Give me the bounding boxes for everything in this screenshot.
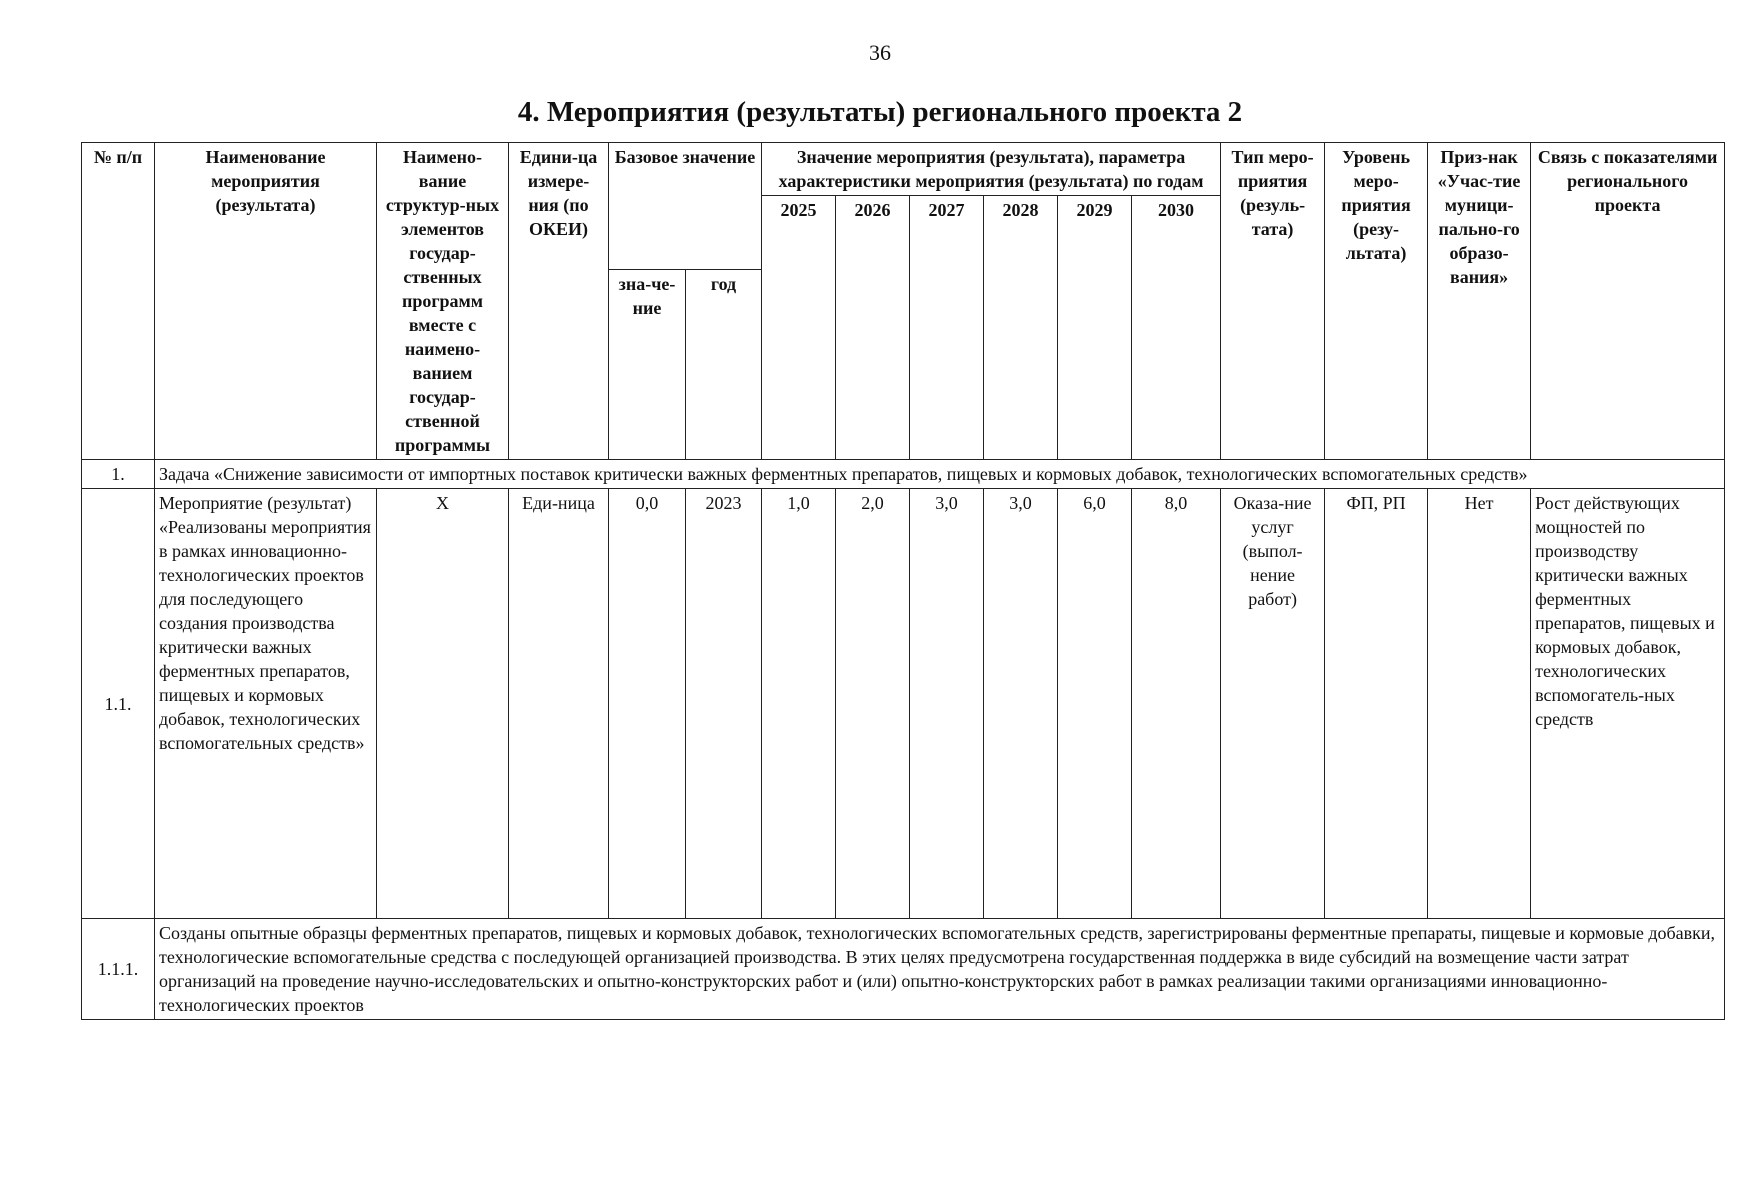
detail-num: 1.1.1. xyxy=(82,919,155,1020)
header-unit: Едини-ца измере-ния (по ОКЕИ) xyxy=(509,143,609,460)
header-base-value-sub: зна-че-ние xyxy=(609,270,686,460)
detail-row xyxy=(82,919,1725,1020)
header-year-2028: 2028 xyxy=(984,196,1058,460)
task-num: 1. xyxy=(82,460,155,489)
event-value-2030: 8,0 xyxy=(1132,489,1221,919)
event-value-2029: 6,0 xyxy=(1058,489,1132,919)
page-number: 36 xyxy=(869,40,891,65)
header-num: № п/п xyxy=(82,143,155,460)
header-row-1 xyxy=(82,143,1725,196)
event-municipal: Нет xyxy=(1428,489,1531,919)
header-year-2025: 2025 xyxy=(762,196,836,460)
header-base-year-sub: год xyxy=(686,270,762,460)
header-year-2026: 2026 xyxy=(836,196,910,460)
header-year-2029: 2029 xyxy=(1058,196,1132,460)
event-value-2025: 1,0 xyxy=(762,489,836,919)
event-name: Мероприятие (результат) «Реализованы мероприятия в рамках инновационно-технологических проектов для последующего создания производства критически важных ферментных препаратов, пищевых и кормовых добавок, технологических вспомогательных средств» xyxy=(155,489,377,919)
event-value-2026: 2,0 xyxy=(836,489,910,919)
header-structural-elements: Наимено-вание структур-ных элементов государ-ственных программ вместе с наимено-ванием государ-ственной программы xyxy=(377,143,509,460)
event-num: 1.1. xyxy=(82,489,155,919)
header-year-2027: 2027 xyxy=(910,196,984,460)
event-row xyxy=(82,489,1725,919)
events-table xyxy=(81,142,1725,1020)
header-type: Тип меро-приятия (резуль-тата) xyxy=(1221,143,1325,460)
document-title: 4. Мероприятия (результаты) регионального проекта 2 xyxy=(517,96,1243,128)
task-row xyxy=(82,460,1725,489)
header-year-2030: 2030 xyxy=(1132,196,1221,460)
event-value-2028: 3,0 xyxy=(984,489,1058,919)
header-level: Уровень меро-приятия (резу-льтата) xyxy=(1325,143,1428,460)
event-link: Рост действующих мощностей по производству критически важных ферментных препаратов, пищевых и кормовых добавок, технологических вспомогатель-ных средств xyxy=(1531,489,1725,919)
header-base-value: Базовое значение xyxy=(609,143,762,270)
event-type: Оказа-ние услуг (выпол-нение работ) xyxy=(1221,489,1325,919)
event-unit: Еди-ница xyxy=(509,489,609,919)
task-text: Задача «Снижение зависимости от импортных поставок критически важных ферментных препаратов, пищевых и кормовых добавок, технологических вспомогательных средств» xyxy=(155,460,1725,489)
event-base-value: 0,0 xyxy=(609,489,686,919)
detail-text: Созданы опытные образцы ферментных препаратов, пищевых и кормовых добавок, технологических вспомогательных средств, зарегистрированы ферментные препараты, пищевые и кормовые добавки, технологические вспомогательные средства с последующей организацией производства. В этих целях предусмотрена государственная поддержка в виде субсидий на возмещение части затрат организаций на проведение научно-исследовательских и опытно-конструкторских работ и (или) опытно-конструкторских работ в рамках реализации такими организациями инновационно-технологических проектов xyxy=(155,919,1725,1020)
header-values-by-year: Значение мероприятия (результата), параметра характеристики мероприятия (результата) по годам xyxy=(762,143,1221,196)
header-name: Наименование мероприятия (результата) xyxy=(155,143,377,460)
event-value-2027: 3,0 xyxy=(910,489,984,919)
event-structural: Х xyxy=(377,489,509,919)
header-municipal: Приз-нак «Учас-тие муници-пально-го образо-вания» xyxy=(1428,143,1531,460)
header-link: Связь с показателями регионального проекта xyxy=(1531,143,1725,460)
event-level: ФП, РП xyxy=(1325,489,1428,919)
event-base-year: 2023 xyxy=(686,489,762,919)
